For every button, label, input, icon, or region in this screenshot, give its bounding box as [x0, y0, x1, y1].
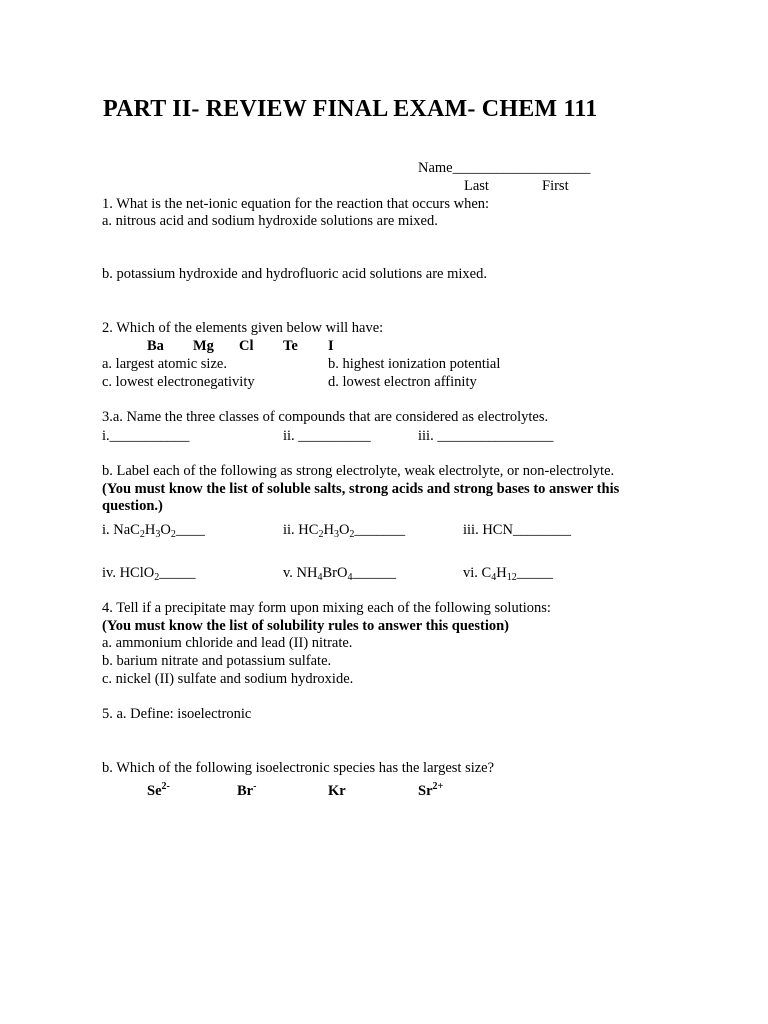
name-field-label: Name___________________: [418, 160, 591, 176]
question-4b: b. barium nitrate and potassium sulfate.: [102, 653, 332, 669]
element-cl: Cl: [239, 338, 254, 354]
compound-item-iv: iv. HClO$_2$_____: [102, 565, 196, 583]
question-2a: a. largest atomic size.: [102, 356, 227, 372]
element-mg: Mg: [193, 338, 214, 354]
question-5b: b. Which of the following isoelectronic species has the largest size?: [102, 760, 495, 776]
species-sr: $Sr^{2+}$: [418, 781, 444, 799]
compound-item-vi: vi. $C_4H_{12}\_\_\_\_\_$: [463, 565, 553, 583]
question-3b-prompt: b. Label each of the following as strong electrolyte, weak electrolyte, or non-electrolyte.: [102, 463, 615, 479]
species-br: Br-: [237, 781, 257, 799]
question-4a: a. ammonium chloride and lead (II) nitrate.: [102, 635, 353, 651]
question-1a: a. nitrous acid and sodium hydroxide solutions are mixed.: [102, 213, 438, 229]
question-1b: b. potassium hydroxide and hydrofluoric acid solutions are mixed.: [102, 266, 487, 282]
question-2-prompt: 2. Which of the elements given below will have:: [102, 320, 384, 336]
question-4-prompt: 4. Tell if a precipitate may form upon mixing each of the following solutions:: [102, 600, 551, 616]
compound-item-ii: ii. $HC_2H_3O_2\_\_\_\_\_\_\_$: [283, 522, 406, 540]
answer-blank-iii: iii. ________________: [418, 428, 554, 444]
compound-item-v: v. $NH_4BrO_4\_\_\_\_\_\_$: [283, 565, 396, 583]
species-kr: Kr: [328, 783, 346, 799]
question-4c: c. nickel (II) sulfate and sodium hydroxide.: [102, 671, 354, 687]
name-last-label: Last: [464, 178, 489, 194]
question-1-prompt: 1. What is the net-ionic equation for the reaction that occurs when:: [102, 196, 490, 212]
question-4-note: (You must know the list of solubility rules to answer this question): [102, 618, 509, 634]
species-se: $Se^{2-}$: [147, 781, 170, 799]
question-3b-note-line1: (You must know the list of soluble salts, strong acids and strong bases to answer this: [102, 481, 620, 497]
page-title: PART II- REVIEW FINAL EXAM- CHEM 111: [103, 96, 598, 122]
answer-blank-i: i.___________: [102, 428, 190, 444]
question-5a: 5. a. Define: isoelectronic: [102, 706, 252, 722]
element-ba: Ba: [147, 338, 164, 354]
element-te: Te: [283, 338, 298, 354]
question-3b-note-line2: question.): [102, 498, 163, 514]
question-2c: c. lowest electronegativity: [102, 374, 255, 390]
compound-item-iii: iii. HCN________: [463, 522, 571, 538]
question-3a-prompt: 3.a. Name the three classes of compounds that are considered as electrolytes.: [102, 409, 549, 425]
answer-blank-ii: ii. __________: [283, 428, 371, 444]
question-2b: b. highest ionization potential: [328, 356, 501, 372]
compound-item-i: i. $NaC_2H_3O_2\_\_\_\_$: [102, 522, 205, 540]
name-first-label: First: [542, 178, 569, 194]
question-2d: d. lowest electron affinity: [328, 374, 477, 390]
element-i: I: [328, 338, 334, 354]
